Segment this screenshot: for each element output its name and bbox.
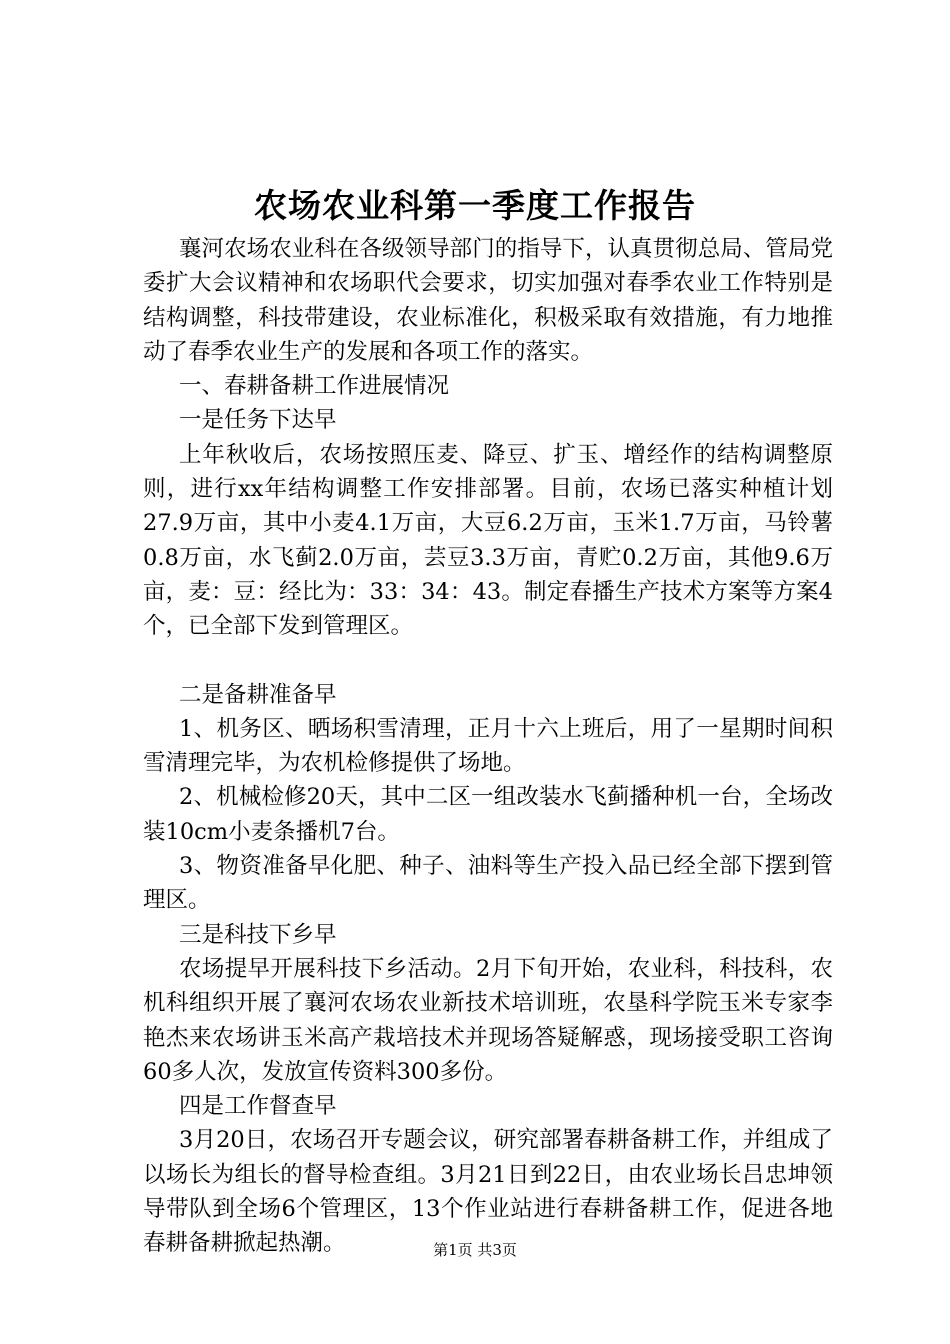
section-heading-1: 一、春耕备耕工作进展情况 [179,373,450,400]
page-footer: 第1页 共3页 [433,1241,517,1259]
subheading-task: 一是任务下达早 [179,407,337,434]
subheading-inspect: 四是工作督查早 [179,1093,337,1120]
paragraph-prep-2: 2、机械检修20天，其中二区一组改装水飞蓟播种机一台，全场改装10cm小麦条播机7台。 [143,784,833,845]
subheading-tech: 三是科技下乡早 [179,921,337,948]
subheading-prep: 二是备耕准备早 [179,681,337,708]
paragraph-task: 上年秋收后，农场按照压麦、降豆、扩玉、增经作的结构调整原则，进行xx年结构调整工作安排部署。目前，农场已落实种植计划27.9万亩，其中小麦4.1万亩，大豆6.2万亩，玉米1.7万亩，马铃薯0.8万亩，水飞蓟2.0万亩，芸豆3.3万亩，青贮0.2万亩，其他9.6万亩，麦：豆：经比为：33：34：43。制定春播生产技术方案等方案4个，已全部下发到管理区。 [143,441,833,640]
paragraph-tech: 农场提早开展科技下乡活动。2月下旬开始，农业科，科技科，农机科组织开展了襄河农场农业新技术培训班，农垦科学院玉米专家李艳杰来农场讲玉米高产栽培技术并现场答疑解惑，现场接受职工咨询60多人次，发放宣传资料300多份。 [143,955,833,1085]
paragraph-prep-3: 3、物资准备早化肥、种子、油料等生产投入品已经全部下摆到管理区。 [143,853,833,914]
paragraph-inspect: 3月20日，农场召开专题会议，研究部署春耕备耕工作，并组成了以场长为组长的督导检查组。3月21日到22日，由农业场长吕忠坤领导带队到全场6个管理区，13个作业站进行春耕备耕工作，促进各地春耕备耕掀起热潮。 [143,1127,833,1257]
paragraph-prep-1: 1、机务区、晒场积雪清理，正月十六上班后，用了一星期时间积雪清理完毕，为农机检修提供了场地。 [143,715,833,777]
document-body [143,232,833,1261]
document-title: 农场农业科第一季度工作报告 [254,186,696,225]
paragraph-intro: 襄河农场农业科在各级领导部门的指导下，认真贯彻总局、管局党委扩大会议精神和农场职代会要求，切实加强对春季农业工作特别是结构调整，科技带建设，农业标准化，积极采取有效措施，有力地推动了春季农业生产的发展和各项工作的落实。 [143,236,833,365]
